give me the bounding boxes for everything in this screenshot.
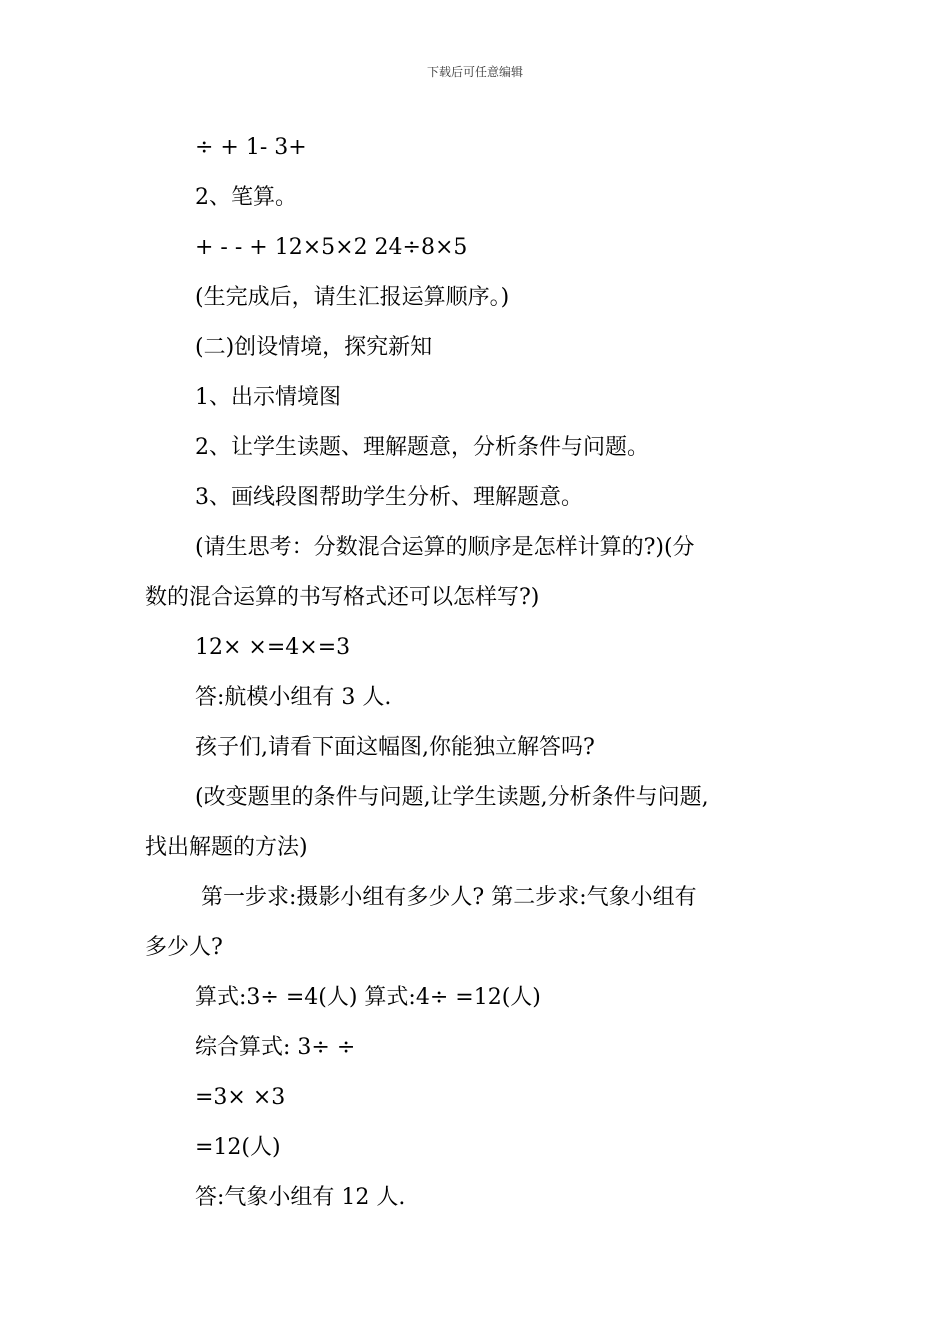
text-line: 算式:3÷ =4(人) 算式:4÷ =12(人) bbox=[195, 985, 541, 1010]
text-line: 答:气象小组有 12 人. bbox=[195, 1185, 406, 1210]
text-line: 第一步求:摄影小组有多少人? 第二步求:气象小组有 bbox=[201, 885, 697, 910]
text-line: 答:航模小组有 3 人. bbox=[195, 685, 392, 710]
text-line: ÷ + 1- 3+ bbox=[195, 135, 307, 160]
text-line: 综合算式: 3÷ ÷ bbox=[195, 1035, 356, 1060]
page-header: 下载后可任意编辑 bbox=[426, 65, 523, 79]
text-line: + - - + 12×5×2 24÷8×5 bbox=[195, 235, 468, 260]
text-line: =12(人) bbox=[195, 1135, 281, 1160]
text-line: (生完成后，请生汇报运算顺序。) bbox=[195, 285, 510, 310]
text-line: 3、画线段图帮助学生分析、理解题意。 bbox=[195, 485, 583, 510]
text-line: 数的混合运算的书写格式还可以怎样写?) bbox=[145, 585, 540, 610]
text-line: 孩子们,请看下面这幅图,你能独立解答吗? bbox=[195, 735, 595, 760]
text-line: 12× ×=4×=3 bbox=[195, 635, 351, 660]
text-line: (改变题里的条件与问题,让学生读题,分析条件与问题, bbox=[195, 785, 709, 810]
text-line: 多少人? bbox=[145, 935, 223, 960]
section-heading: (二)创设情境，探究新知 bbox=[195, 335, 433, 360]
text-line: 找出解题的方法) bbox=[145, 835, 308, 860]
text-line: 2、笔算。 bbox=[195, 185, 297, 210]
text-line: =3× ×3 bbox=[195, 1085, 286, 1110]
text-line: 2、让学生读题、理解题意，分析条件与问题。 bbox=[195, 435, 649, 460]
text-line: (请生思考：分数混合运算的顺序是怎样计算的?)(分 bbox=[195, 535, 695, 560]
text-line: 1、出示情境图 bbox=[195, 385, 341, 410]
